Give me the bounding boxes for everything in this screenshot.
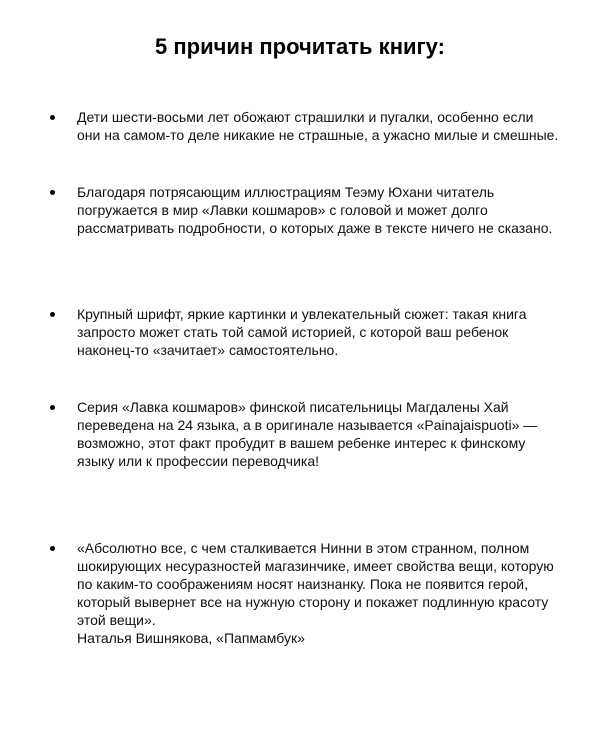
list-item-text: Дети шести-восьми лет обожают страшилки и пугалки, особенно если они на самом-то деле никакие не страшные, а ужасно милые и смешные. (77, 109, 559, 143)
list-item-text: Благодаря потрясающим иллюстрациям Теэму Юхани читатель погружается в мир «Лавки кошмаров» с головой и может долго рассматривать подробности, о которых даже в тексте ничего не сказано. (77, 184, 553, 236)
list-item-text: Крупный шрифт, яркие картинки и увлекательный сюжет: такая книга запросто может стать той самой историей, с которой ваш ребенок наконец-то «зачитает» самостоятельно. (77, 306, 527, 358)
bullet-icon (50, 546, 55, 551)
bullet-icon (50, 190, 55, 195)
page-title: 5 причин прочитать книгу: (155, 34, 445, 59)
quote-attribution: Наталья Вишнякова, «Папмамбук» (77, 630, 305, 646)
bullet-icon (50, 405, 55, 410)
list-item-text: Серия «Лавка кошмаров» финской писательницы Магдалены Хай переведена на 24 языка, а в оригинале называется «Painajaispuoti» — возможно, этот факт пробудит в вашем ребенке интерес к финскому языку или к профессии переводчика! (77, 399, 538, 469)
bullet-icon (50, 115, 55, 120)
list-item-text: «Абсолютно все, с чем сталкивается Нинни в этом странном, полном шокирующих несуразностей магазинчике, имеет свойства вещи, которую по каким-то соображениям носят наизнанку. Пока не появится герой, который вывернет все на нужную сторону и покажет подлинную красоту этой вещи». (77, 540, 554, 628)
bullet-icon (50, 312, 55, 317)
